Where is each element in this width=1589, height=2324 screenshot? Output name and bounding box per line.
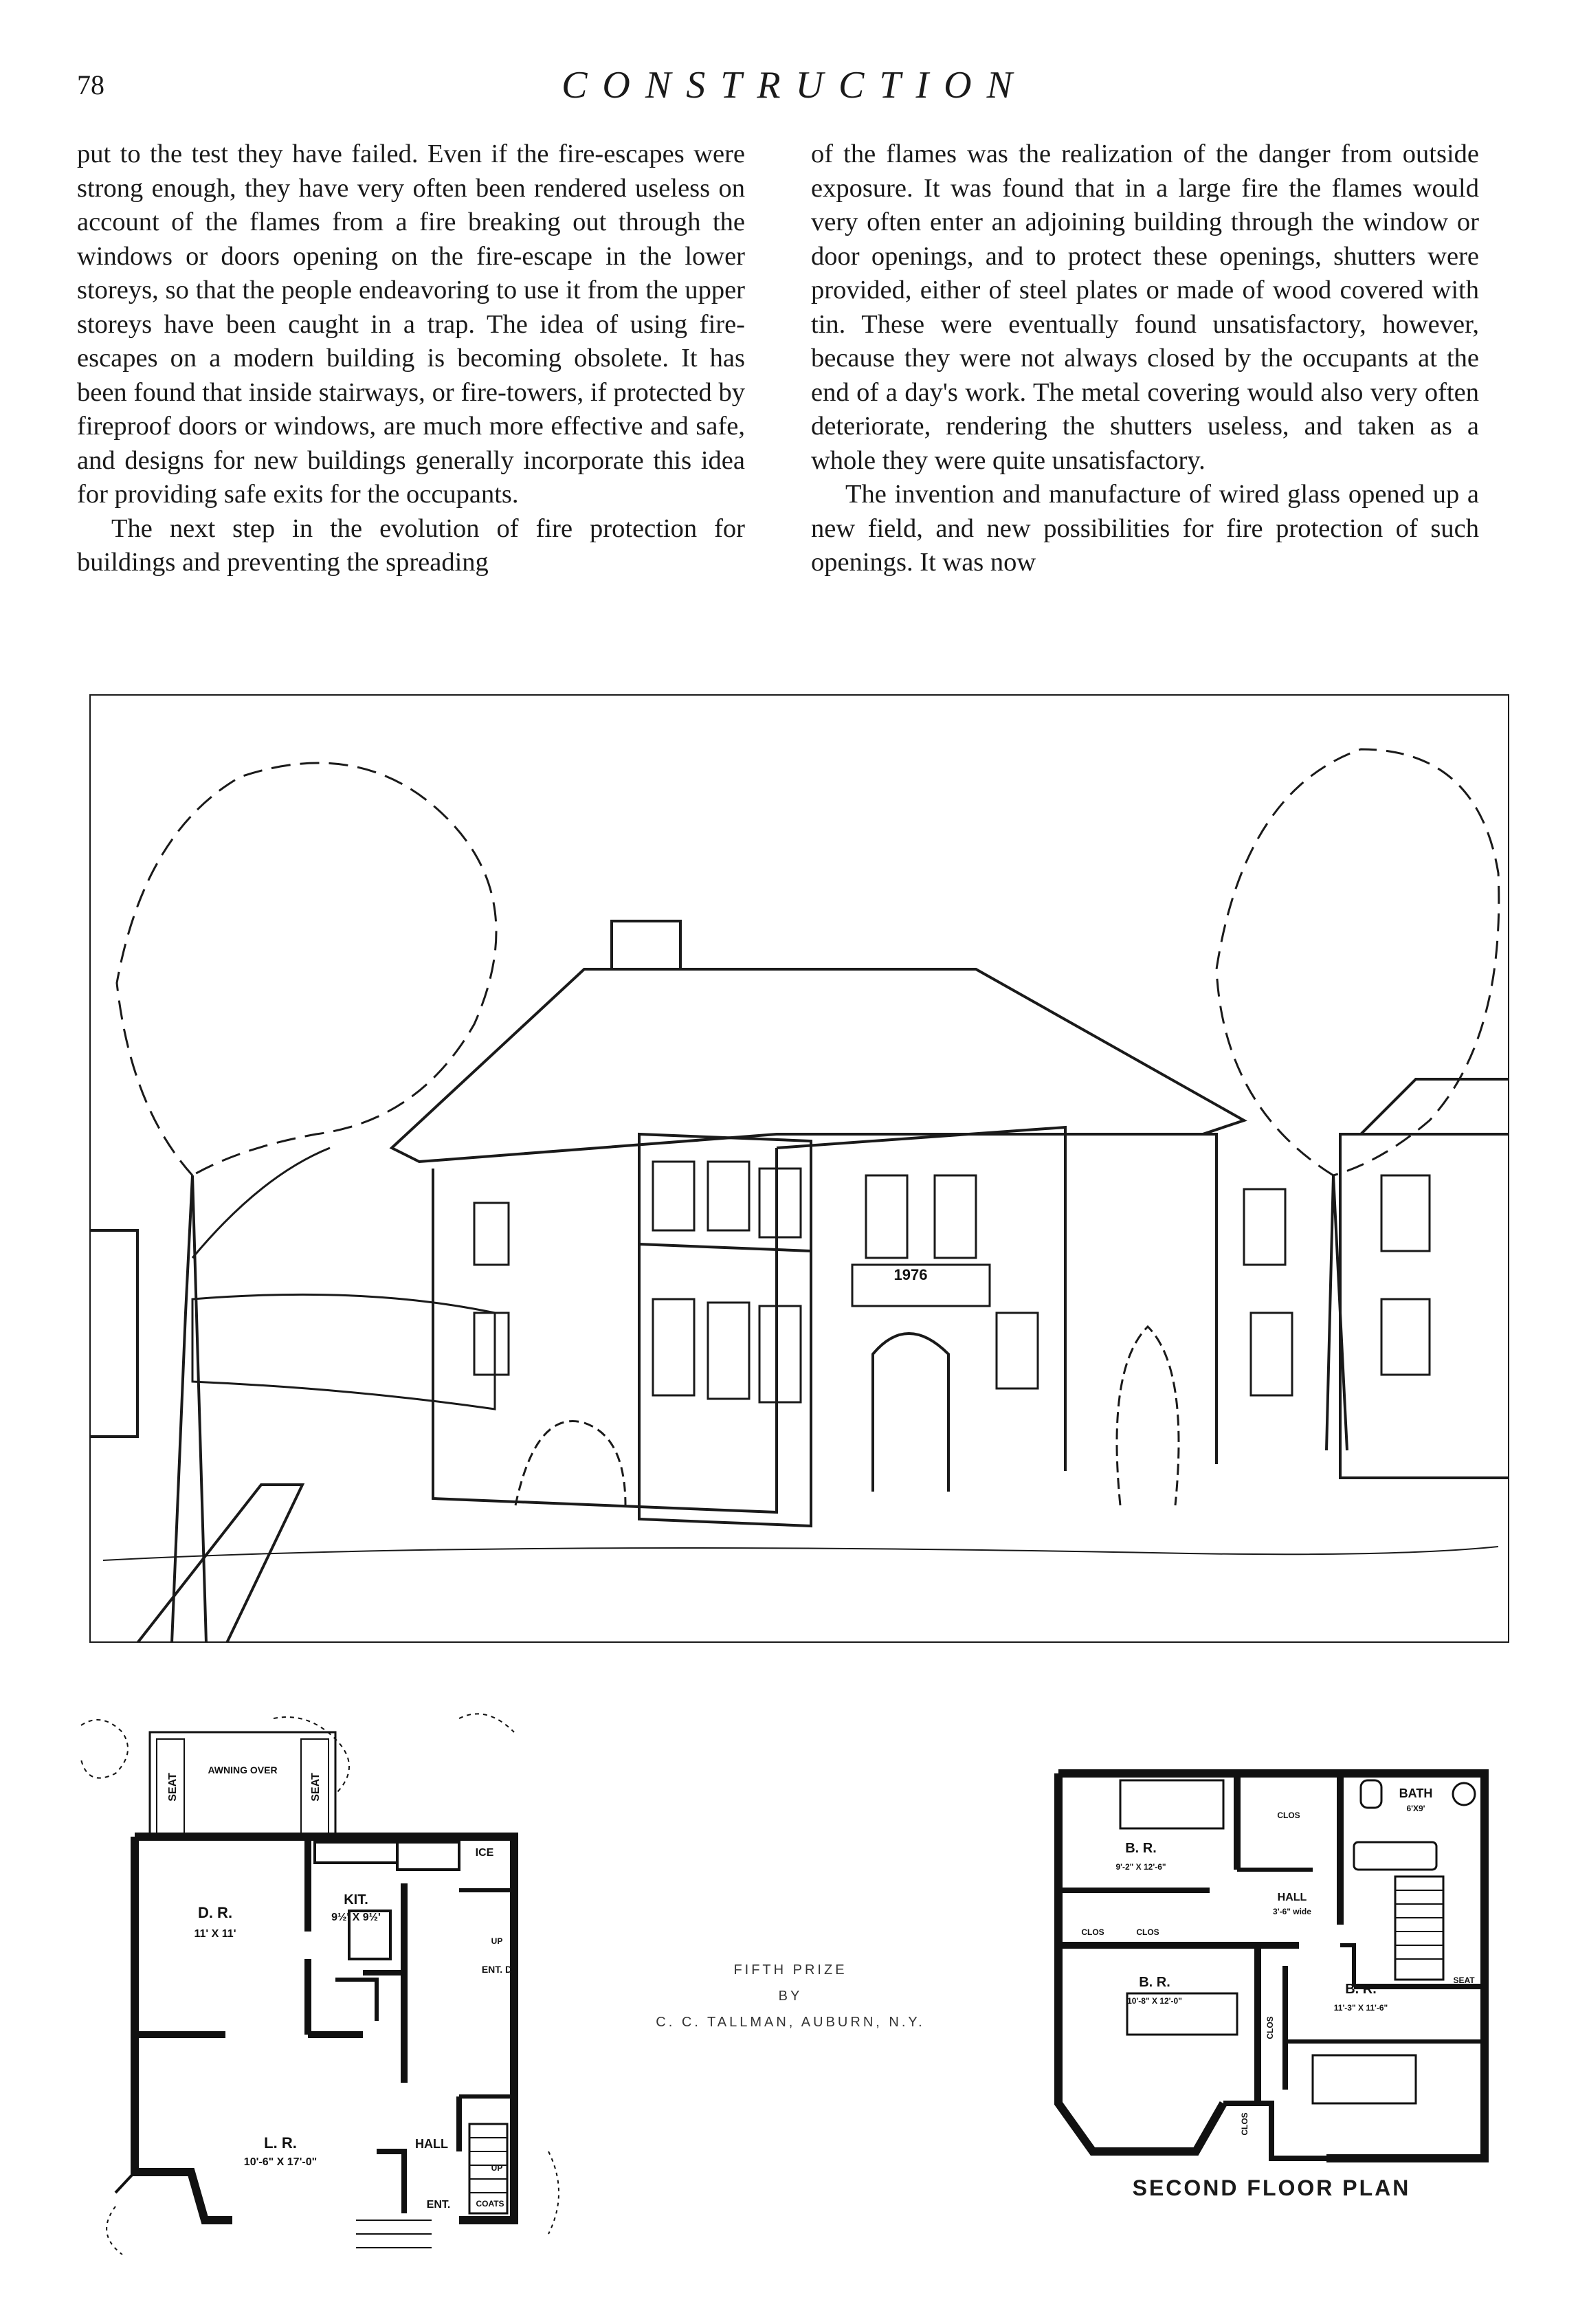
closet-label-vertical: CLOS [1265,2016,1275,2039]
first-floor-plan [74,1712,665,2255]
living-room-label: L. R. [264,2134,297,2151]
hall-label-2: HALL [1277,1892,1307,1903]
dining-room-size: 11' X 11' [194,1928,236,1940]
bedroom-2-label: B. R. [1139,1975,1170,1990]
hall-size-2: 3'-6" wide [1273,1907,1311,1916]
kitchen-size: 9½' X 9½' [331,1912,381,1923]
bedroom-3-size: 11'-3" X 11'-6" [1333,2003,1388,2013]
prize-caption-line2: BY [778,1989,803,2004]
chimney-label: 1976 [893,1266,928,1283]
closet-label-mid-1: CLOS [1081,1927,1104,1937]
right-paragraph-2: The invention and manufacture of wired glass opened up a new field, and new possibilities for fire protection of such openings. It was now [811,480,1479,577]
running-title: CONSTRUCTION [562,64,1027,107]
up-label-kitchen: UP [491,1936,503,1946]
left-column [77,137,745,580]
bedroom-1-label: B. R. [1125,1841,1157,1856]
prize-caption-line1: FIFTH PRIZE [733,1962,847,1978]
prize-caption-line3: C. C. TALLMAN, AUBURN, N.Y. [656,2015,925,2030]
entry-label: ENT. [426,2199,451,2211]
bath-size: 6'X9' [1406,1804,1425,1813]
left-paragraph-2: The next step in the evolution of fire protection for buildings and preventing the spreading [77,513,745,577]
bedroom-3-label: B. R. [1345,1982,1377,1997]
seat-label-left: SEAT [167,1773,179,1802]
closet-label-top: CLOS [1277,1811,1300,1820]
bath-label: BATH [1399,1786,1433,1800]
seat-label-2: SEAT [1453,1976,1475,1985]
second-floor-plan [1052,1767,1491,2165]
left-paragraph-1: put to the test they have failed. Even if the fire-escapes were strong enough, they have very often been rendered useless on account of the flames from a fire breaking out through the windows or doors opening on the fire-escape in the lower storeys, so that the people endeavoring to use it from the upper storeys have been caught in a trap. The idea of using fire-escapes on a modern building is becoming obsolete. It has been found that inside stairways, or fire-towers, if protected by fireproof doors or windows, are much more effective and safe, and designs for new buildings generally incorporate this idea for providing safe exits for the occupants. [77,140,745,509]
closet-label-mid-2: CLOS [1136,1927,1159,1937]
living-room-size: 10'-6" X 17'-0" [243,2156,318,2168]
page-number: 78 [77,69,104,100]
house-illustration [89,694,1509,1643]
hall-label: HALL [415,2137,448,2151]
bedroom-1-size: 9'-2" X 12'-6" [1115,1862,1166,1872]
dining-room-label: D. R. [197,1904,233,1921]
closet-label-bottom: CLOS [1240,2112,1249,2136]
up-label-hall: UP [491,2163,503,2173]
ice-label: ICE [475,1847,494,1859]
coats-label: COATS [476,2199,504,2209]
second-floor-plan-title: SECOND FLOOR PLAN [1132,2176,1411,2200]
right-paragraph-1: of the flames was the realization of the danger from outside exposure. It was found that in a large fire the flames would very often enter an adjoining building through the window or door openings, and to protect these openings, shutters were provided, either of steel plates or made of wood covered with tin. These were eventually found unsatisfactory, however, because they were not always closed by the occupants at the end of a day's work. The metal covering would also very often deteriorate, rendering the shutters useless, and taken as a whole they were quite unsatisfactory. [811,140,1479,475]
bedroom-2-size: 10'-8" X 12'-0" [1127,1996,1182,2006]
right-column [811,137,1479,580]
kitchen-label: KIT. [344,1892,368,1907]
awning-label: AWNING OVER [208,1764,278,1775]
side-entry-label: ENT. D [481,1964,513,1975]
seat-label-right: SEAT [310,1773,322,1802]
